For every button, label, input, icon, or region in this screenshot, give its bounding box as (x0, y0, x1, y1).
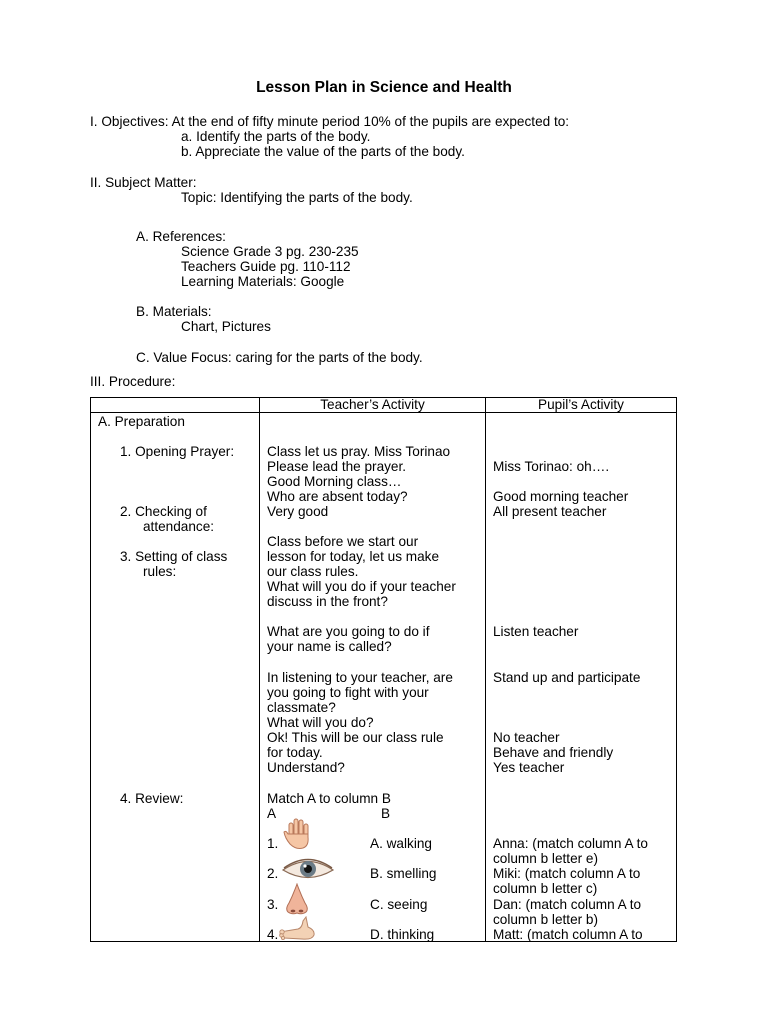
match-col-a-label: A (267, 806, 277, 821)
pupil-line: column b letter e) (493, 851, 599, 866)
foot-icon (278, 916, 318, 942)
steps-column (91, 413, 260, 942)
pupil-line: Miki: (match column A to (493, 866, 641, 881)
step-item: rules: (143, 564, 177, 579)
topic-text: Topic: Identifying the parts of the body. (181, 190, 413, 205)
table-header-empty (91, 398, 260, 413)
match-number: 3. (267, 897, 279, 912)
pupil-line: column b letter b) (493, 912, 599, 927)
teacher-line: classmate? (267, 700, 336, 715)
page-title: Lesson Plan in Science and Health (256, 79, 512, 96)
step-item: 2. Checking of (120, 504, 207, 519)
teacher-line: What will you do? (267, 715, 374, 730)
match-col-b-label: B (381, 806, 391, 821)
section-label: A. Preparation (98, 414, 185, 429)
teacher-line: What are you going to do if (267, 624, 430, 639)
references-label: A. References: (136, 229, 226, 244)
teacher-column (260, 413, 486, 942)
teacher-line: Class let us pray. Miss Torinao (267, 444, 451, 459)
materials-label: B. Materials: (136, 304, 212, 319)
teacher-line: Match A to column B (267, 791, 391, 806)
pupil-line: Anna: (match column A to (493, 836, 648, 851)
teacher-line: In listening to your teacher, are (267, 670, 453, 685)
pupil-line: Stand up and participate (493, 670, 641, 685)
match-option: A. walking (370, 836, 432, 851)
pupil-line: Dan: (match column A to (493, 897, 642, 912)
pupil-line: Listen teacher (493, 624, 579, 639)
step-item: attendance: (143, 519, 215, 534)
teacher-line: for today. (267, 745, 323, 760)
teacher-line: your name is called? (267, 639, 392, 654)
pupil-line: All present teacher (493, 504, 607, 519)
subject-matter-heading: II. Subject Matter: (90, 175, 197, 190)
pupil-line: Yes teacher (493, 760, 565, 775)
pupil-activity-header: Pupil’s Activity (486, 398, 677, 413)
reference-item: Learning Materials: Google (181, 274, 345, 289)
teacher-line: our class rules. (267, 564, 359, 579)
procedure-table (90, 397, 677, 942)
nose-icon (282, 883, 312, 917)
pupil-line: column b letter c) (493, 881, 598, 896)
value-focus: C. Value Focus: caring for the parts of the body. (136, 350, 423, 365)
step-item: 3. Setting of class (120, 549, 228, 564)
match-number: 1. (267, 836, 279, 851)
reference-item: Science Grade 3 pg. 230-235 (181, 244, 359, 259)
pupil-column (486, 413, 677, 942)
step-item: 4. Review: (120, 791, 184, 806)
pupil-line: No teacher (493, 730, 560, 745)
teacher-line: Understand? (267, 760, 345, 775)
match-option: B. smelling (370, 866, 437, 881)
pupil-line: Behave and friendly (493, 745, 614, 760)
teacher-line: discuss in the front? (267, 594, 388, 609)
step-item: 1. Opening Prayer: (120, 444, 235, 459)
teacher-line: Please lead the prayer. (267, 459, 407, 474)
match-number: 4. (267, 927, 279, 942)
teacher-activity-header: Teacher’s Activity (260, 398, 486, 413)
pupil-line: Miss Torinao: oh…. (493, 459, 610, 474)
objectives-lead: I. Objectives: At the end of fifty minute period 10% of the pupils are expected to: (90, 114, 570, 129)
teacher-line: Very good (267, 504, 329, 519)
teacher-line: What will you do if your teacher (267, 579, 456, 594)
reference-item: Teachers Guide pg. 110-112 (181, 259, 351, 274)
materials-text: Chart, Pictures (181, 319, 271, 334)
pupil-line: Good morning teacher (493, 489, 629, 504)
teacher-line: Class before we start our (267, 534, 419, 549)
match-option: C. seeing (370, 897, 428, 912)
match-option: D. thinking (370, 927, 435, 942)
teacher-line: Ok! This will be our class rule (267, 730, 444, 745)
teacher-line: Good Morning class… (267, 474, 402, 489)
eye-icon (280, 857, 336, 883)
objective-b: b. Appreciate the value of the parts of the body. (181, 144, 465, 159)
teacher-line: lesson for today, let us make (267, 549, 440, 564)
teacher-line: Who are absent today? (267, 489, 408, 504)
hand-icon (282, 817, 314, 851)
objective-a: a. Identify the parts of the body. (181, 129, 371, 144)
pupil-line: Matt: (match column A to (493, 927, 643, 942)
teacher-line: you going to fight with your (267, 685, 429, 700)
procedure-heading: III. Procedure: (90, 374, 176, 389)
match-number: 2. (267, 866, 279, 881)
